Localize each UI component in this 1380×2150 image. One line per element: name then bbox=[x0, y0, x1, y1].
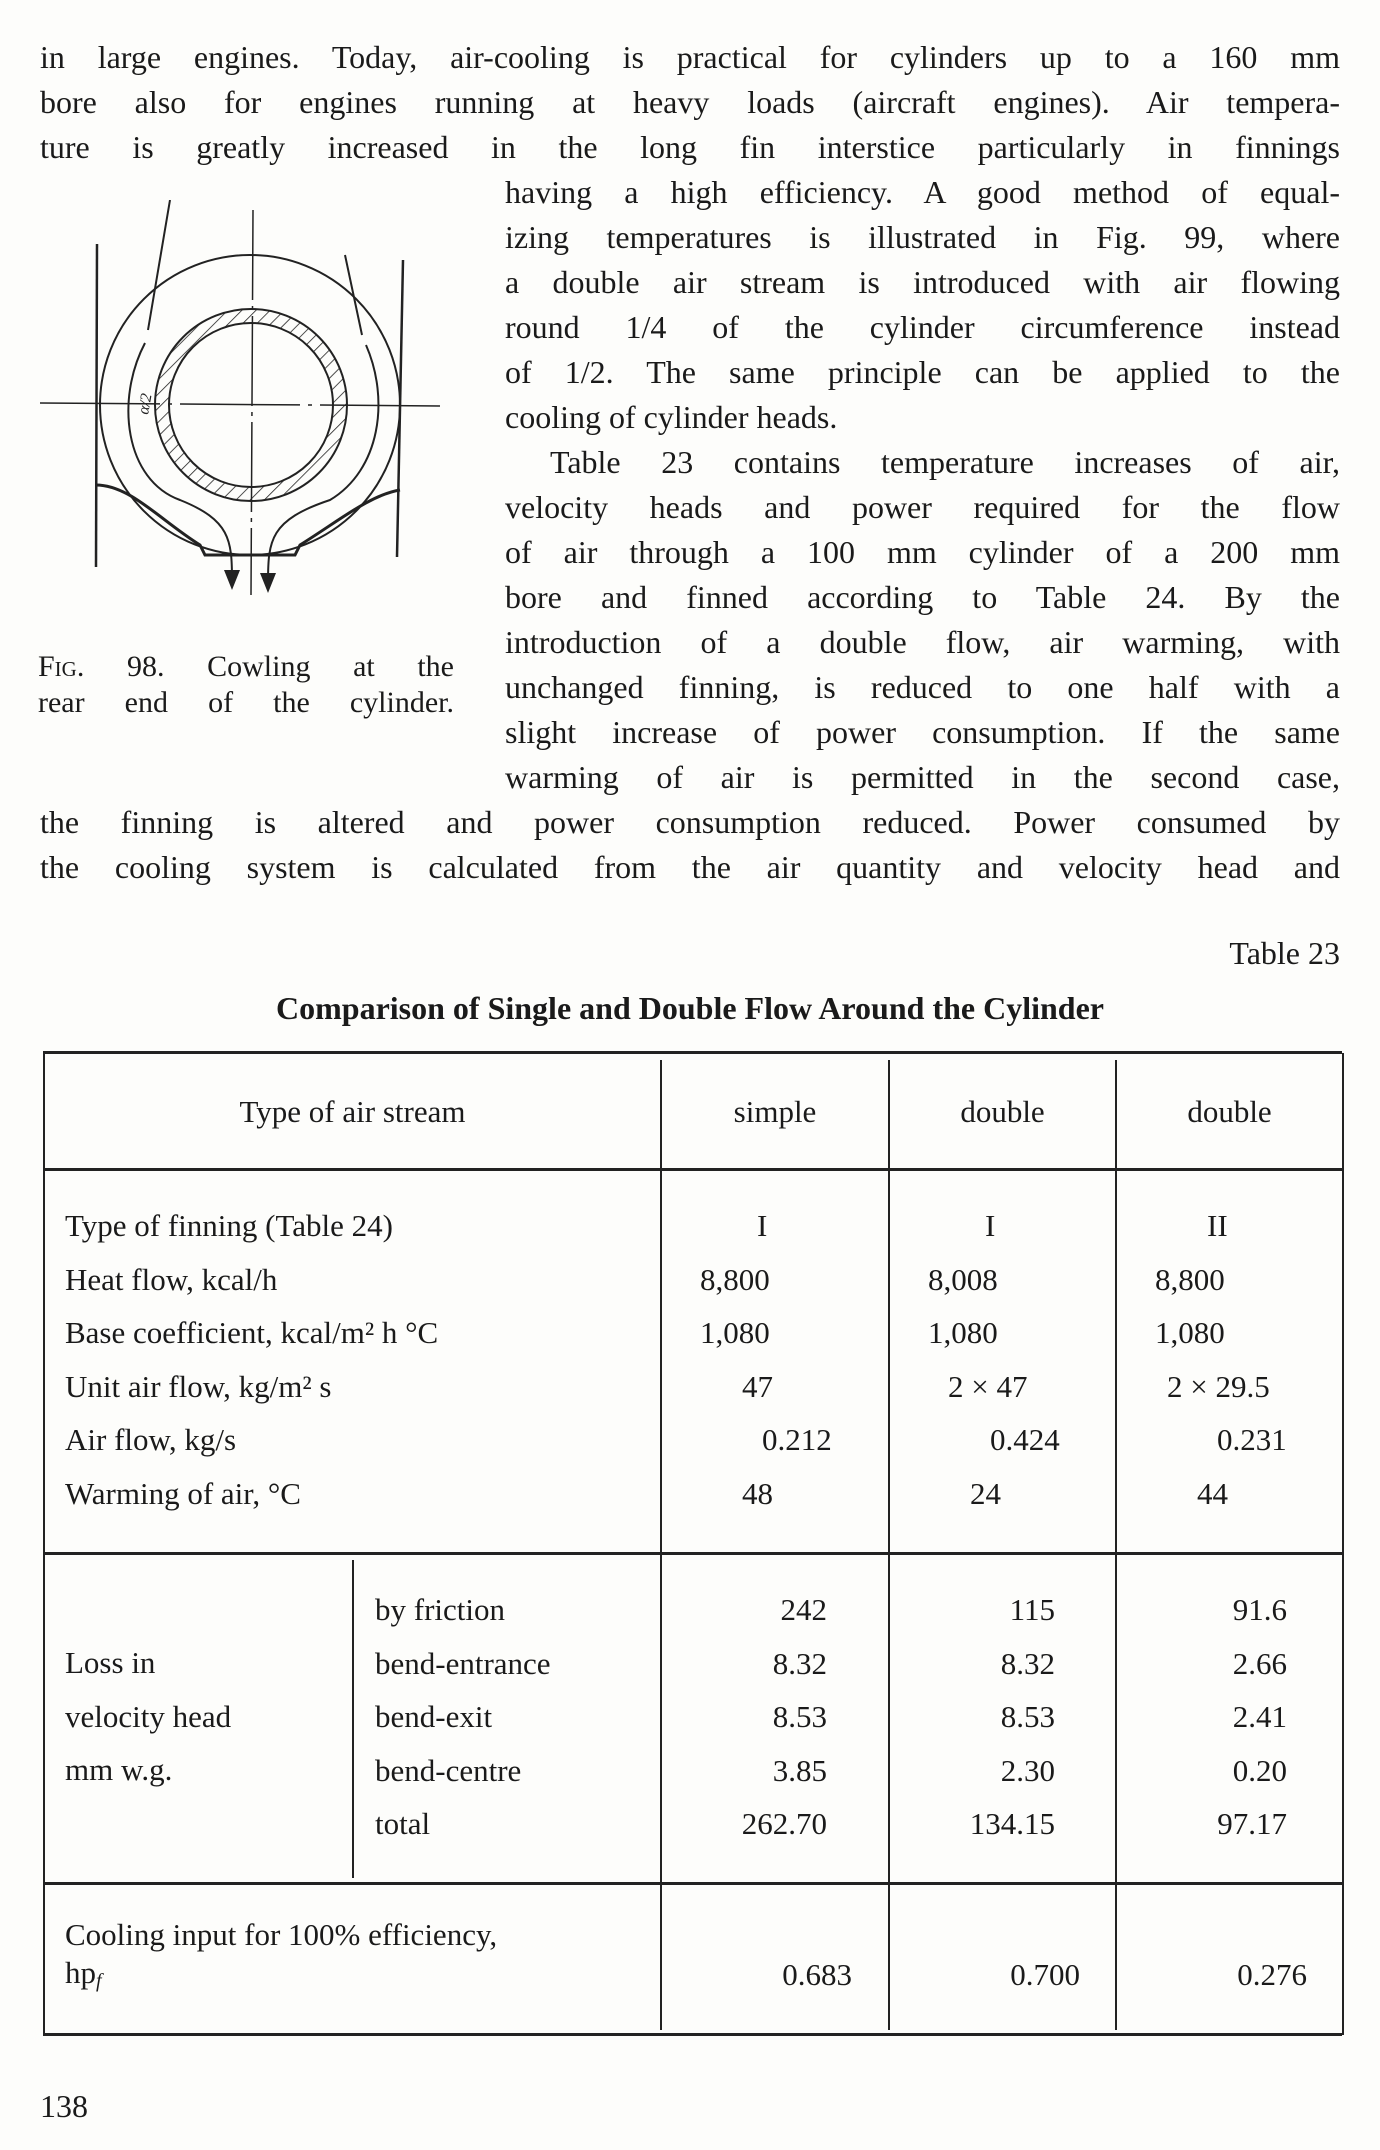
cell-value: 115 bbox=[1009, 1592, 1055, 1627]
cell-value: 91.6 bbox=[1232, 1592, 1287, 1627]
table-bottom-rule bbox=[43, 2033, 1342, 2036]
cell-value: 0.20 bbox=[1232, 1752, 1287, 1788]
row-label: Base coefficient, kcal/m² h °C bbox=[65, 1315, 439, 1350]
text-line: in large engines. Today, air-cooling is practical for cylinders up to a 160 mm bbox=[40, 39, 1340, 75]
text-line: cooling of cylinder heads. bbox=[505, 399, 838, 435]
figure-caption-line1 bbox=[38, 648, 454, 685]
text-line: warming of air is permitted in the second case, bbox=[505, 759, 1340, 795]
table-number: Table 23 bbox=[1229, 935, 1340, 971]
header-col-1: simple bbox=[733, 1094, 817, 1129]
figure-caption-text1: Cowling at the bbox=[207, 650, 454, 683]
text-line: unchanged finning, is reduced to one half with a bbox=[505, 669, 1340, 705]
cooling-input-col-3: 0.276 bbox=[1237, 1957, 1307, 1992]
hp-unit: hp bbox=[65, 1955, 96, 1990]
sub-row-label: bend-exit bbox=[375, 1699, 493, 1734]
cell-value: 8,800 bbox=[700, 1261, 770, 1297]
text-line: introduction of a double flow, air warming, with bbox=[505, 624, 1340, 660]
cell-value: I bbox=[985, 1208, 996, 1243]
cell-value: 0.424 bbox=[990, 1422, 1060, 1457]
text-line: having a high efficiency. A good method of equal- bbox=[505, 174, 1340, 210]
cell-value: 24 bbox=[970, 1475, 1001, 1511]
col-divider-1 bbox=[660, 1060, 662, 2030]
sub-row-label: total bbox=[375, 1806, 431, 1841]
text-line: the finning is altered and power consumption reduced. Power consumed by bbox=[40, 804, 1340, 840]
cooling-input-col-1: 0.683 bbox=[782, 1957, 852, 1992]
cell-value: 1,080 bbox=[1155, 1315, 1225, 1350]
vertical-centerline bbox=[251, 210, 253, 595]
angle-label: α/2 bbox=[135, 392, 156, 416]
cell-value: 48 bbox=[742, 1475, 773, 1511]
cell-value: 8.32 bbox=[1000, 1645, 1055, 1681]
sub-row-label: bend-entrance bbox=[375, 1645, 551, 1681]
col-divider-3 bbox=[1115, 1060, 1117, 2030]
cell-value: 2.41 bbox=[1232, 1699, 1287, 1734]
cell-value: 134.15 bbox=[969, 1806, 1055, 1841]
text-line: velocity heads and power required for the flow bbox=[505, 489, 1340, 525]
hp-subscript: f bbox=[96, 1970, 102, 1992]
text-line: of 1/2. The same principle can be applied to the bbox=[505, 354, 1340, 390]
cooling-input-col-2: 0.700 bbox=[1010, 1957, 1080, 1992]
row-label: Type of finning (Table 24) bbox=[65, 1208, 393, 1243]
cell-value: 8.53 bbox=[772, 1699, 827, 1734]
group-label: Loss in bbox=[65, 1645, 156, 1680]
figure-label: Fig. bbox=[38, 650, 85, 683]
text-line: the cooling system is calculated from the air quantity and velocity head and bbox=[40, 849, 1340, 885]
cell-value: I bbox=[757, 1208, 768, 1243]
section2-rule bbox=[43, 1882, 1342, 1885]
cell-value: 8,008 bbox=[928, 1261, 998, 1297]
cell-value: 0.212 bbox=[762, 1422, 832, 1457]
header-col-3: double bbox=[1187, 1094, 1272, 1129]
left-flow-path bbox=[128, 200, 232, 580]
col-divider-2 bbox=[888, 1060, 890, 2030]
row-label: Heat flow, kcal/h bbox=[65, 1261, 278, 1297]
cell-value: 44 bbox=[1197, 1475, 1228, 1511]
figure-98-cowling-diagram bbox=[30, 200, 470, 620]
header-col-2: double bbox=[960, 1094, 1045, 1129]
page-number: 138 bbox=[40, 2088, 88, 2124]
cell-value: 8.53 bbox=[1000, 1699, 1055, 1734]
cell-value: 2 × 47 bbox=[948, 1368, 1028, 1404]
cell-value: 2.30 bbox=[1000, 1752, 1055, 1788]
text-line: round 1/4 of the cylinder circumference instead bbox=[505, 309, 1340, 345]
text-line: izing temperatures is illustrated in Fig. 99, where bbox=[505, 219, 1340, 255]
group-divider bbox=[352, 1560, 354, 1878]
group-label: mm w.g. bbox=[65, 1752, 173, 1787]
cell-value: 242 bbox=[780, 1592, 827, 1627]
row-label: Air flow, kg/s bbox=[65, 1422, 237, 1457]
group-label: velocity head bbox=[65, 1698, 232, 1734]
header-row-label: Type of air stream bbox=[239, 1094, 466, 1129]
cell-value: 2 × 29.5 bbox=[1167, 1368, 1270, 1404]
text-line: ture is greatly increased in the long fin interstice particularly in finnings bbox=[40, 129, 1340, 165]
row-label: Warming of air, °C bbox=[65, 1475, 301, 1511]
cooling-input-label-line2 bbox=[65, 1953, 102, 2001]
cell-value: 8.32 bbox=[772, 1645, 827, 1681]
cell-value: 3.85 bbox=[772, 1752, 827, 1788]
cell-value: 0.231 bbox=[1217, 1422, 1287, 1457]
figure-caption-line2: rear end of the cylinder. bbox=[38, 686, 454, 719]
text-line: slight increase of power consumption. If the same bbox=[505, 714, 1340, 750]
text-line: bore and finned according to Table 24. By the bbox=[505, 579, 1340, 615]
horizontal-centerline bbox=[40, 403, 448, 406]
cell-value: 1,080 bbox=[700, 1315, 770, 1350]
section1-rule bbox=[43, 1552, 1342, 1555]
comparison-table bbox=[43, 1053, 1344, 2035]
left-cowling-wall bbox=[96, 244, 97, 567]
figure-number: 98. bbox=[126, 650, 165, 683]
text-line: a double air stream is introduced with air flowing bbox=[505, 264, 1340, 300]
text-line: Table 23 contains temperature increases of air, bbox=[550, 444, 1340, 480]
header-rule bbox=[43, 1168, 1342, 1171]
cell-value: II bbox=[1207, 1208, 1228, 1243]
sub-row-label: by friction bbox=[375, 1592, 505, 1627]
text-line: of air through a 100 mm cylinder of a 200 mm bbox=[505, 534, 1340, 570]
cell-value: 97.17 bbox=[1217, 1806, 1287, 1841]
text-line: bore also for engines running at heavy loads (aircraft engines). Air tempera- bbox=[40, 84, 1340, 120]
cell-value: 47 bbox=[742, 1368, 773, 1404]
cell-value: 2.66 bbox=[1232, 1645, 1287, 1681]
cell-value: 8,800 bbox=[1155, 1261, 1225, 1297]
table-top-rule bbox=[43, 1051, 1342, 1054]
cell-value: 262.70 bbox=[741, 1806, 827, 1841]
cooling-input-label-line1: Cooling input for 100% efficiency, bbox=[65, 1917, 498, 1952]
table-title: Comparison of Single and Double Flow Around the Cylinder bbox=[276, 990, 1104, 1026]
row-label: Unit air flow, kg/m² s bbox=[65, 1368, 332, 1404]
sub-row-label: bend-centre bbox=[375, 1752, 522, 1788]
cell-value: 1,080 bbox=[928, 1315, 998, 1350]
